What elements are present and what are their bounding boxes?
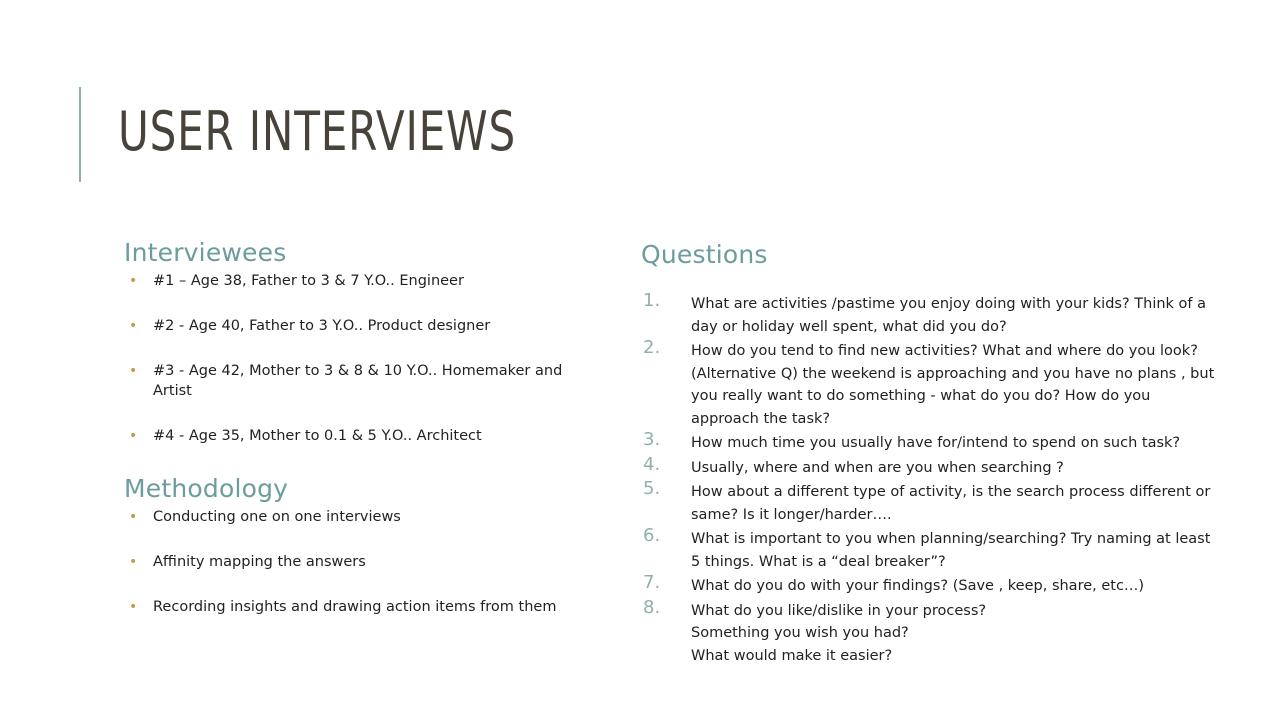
list-item bbox=[124, 361, 604, 401]
list-item bbox=[124, 271, 604, 291]
question-text: How much time you usually have for/intend to spend on such task? bbox=[691, 435, 1181, 451]
question-text: What would make it easier? bbox=[691, 647, 893, 664]
question-text: Something you wish you had? bbox=[691, 625, 909, 641]
questions-heading: Questions bbox=[641, 240, 768, 269]
interviewees-heading: Interviewees bbox=[124, 238, 287, 267]
question-item bbox=[641, 290, 1221, 338]
question-item bbox=[641, 429, 1221, 455]
question-text: What do you like/dislike in your process? bbox=[691, 602, 987, 619]
question-number: 8. bbox=[643, 596, 661, 618]
question-item bbox=[641, 337, 1221, 430]
bullet-icon: • bbox=[129, 509, 138, 525]
question-item bbox=[641, 453, 1221, 480]
question-item bbox=[641, 572, 1221, 598]
methodology-text: Conducting one on one interviews bbox=[153, 509, 401, 525]
interviewee-text: #4 - Age 35, Mother to 0.1 & 5 Y.O.. Architect bbox=[153, 428, 482, 444]
bullet-icon: • bbox=[129, 273, 138, 289]
title-accent-rule bbox=[79, 87, 81, 182]
question-item bbox=[641, 525, 1221, 573]
question-text: Usually, where and when are you when searching ? bbox=[691, 459, 1064, 476]
question-number: 1. bbox=[643, 290, 661, 311]
question-number: 7. bbox=[643, 572, 661, 593]
list-item bbox=[124, 316, 604, 336]
bullet-icon: • bbox=[129, 363, 138, 379]
question-number: 6. bbox=[643, 525, 661, 546]
question-text: How do you tend to find new activities? What and where do you look? (Alternative Q) the weekend is approaching and you have no plans , but you really want to do something - what do you do? How do you approach the task? bbox=[691, 343, 1215, 427]
bullet-icon: • bbox=[129, 318, 138, 334]
interviewee-text: #1 – Age 38, Father to 3 & 7 Y.O.. Engineer bbox=[153, 273, 464, 289]
left-column bbox=[124, 238, 604, 617]
question-number: 4. bbox=[643, 453, 661, 475]
questions-list bbox=[641, 290, 1221, 667]
question-number: 3. bbox=[643, 429, 661, 450]
question-item bbox=[641, 596, 1221, 668]
methodology-text: Recording insights and drawing action items from them bbox=[153, 599, 557, 615]
list-item bbox=[124, 507, 604, 527]
interviewee-text: #3 - Age 42, Mother to 3 & 8 & 10 Y.O.. Homemaker and Artist bbox=[153, 363, 563, 399]
methodology-text: Affinity mapping the answers bbox=[153, 554, 366, 570]
slide-title: USER INTERVIEWS bbox=[118, 100, 517, 163]
question-number: 5. bbox=[643, 478, 661, 499]
question-text: How about a different type of activity, is the search process different or same? Is it longer/harder…. bbox=[691, 484, 1211, 523]
methodology-list bbox=[124, 507, 604, 617]
question-number: 2. bbox=[643, 337, 661, 358]
question-item bbox=[641, 478, 1221, 526]
bullet-icon: • bbox=[129, 554, 138, 570]
methodology-heading: Methodology bbox=[124, 474, 289, 503]
question-text: What are activities /pastime you enjoy doing with your kids? Think of a day or holiday well spent, what did you do? bbox=[691, 296, 1207, 335]
right-column bbox=[641, 240, 1221, 669]
question-text: What is important to you when planning/searching? Try naming at least 5 things. What is a “deal breaker”? bbox=[691, 531, 1211, 570]
list-item bbox=[124, 597, 604, 617]
question-text: What do you do with your findings? (Save , keep, share, etc…) bbox=[691, 578, 1145, 594]
bullet-icon: • bbox=[129, 599, 138, 615]
list-item bbox=[124, 552, 604, 572]
list-item bbox=[124, 426, 604, 446]
interviewee-text: #2 - Age 40, Father to 3 Y.O.. Product designer bbox=[153, 318, 491, 334]
interviewees-list bbox=[124, 271, 604, 446]
bullet-icon: • bbox=[129, 428, 138, 444]
